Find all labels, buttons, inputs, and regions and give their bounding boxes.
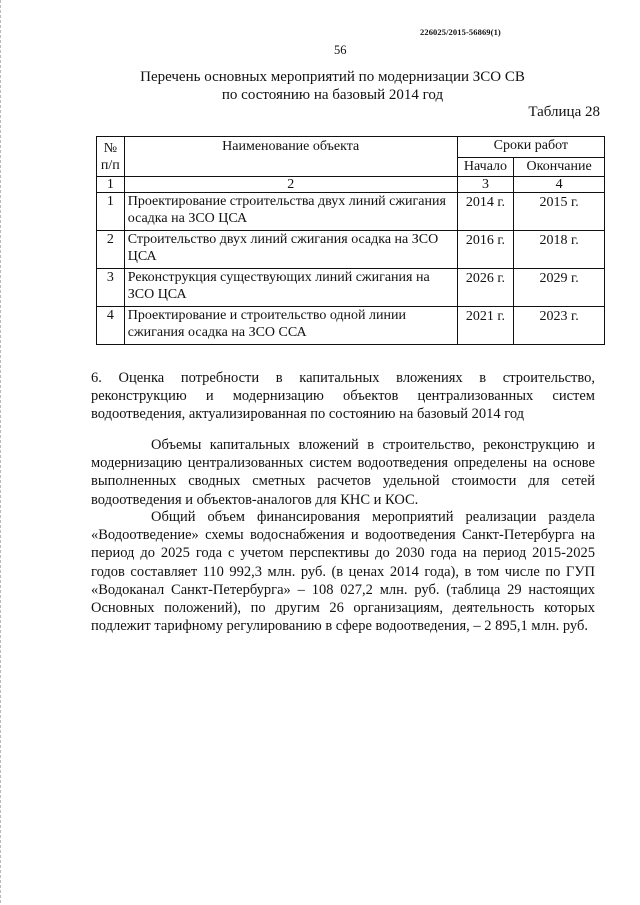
col-number-4: 4 [514, 177, 605, 193]
page-title-line-2: по состоянию на базовый 2014 год [221, 87, 444, 103]
row-name: Реконструкция существующих линий сжигания на ЗСО ЦСА [124, 269, 457, 307]
header-num: № п/п [97, 137, 125, 177]
table-row [97, 269, 605, 307]
header-period: Сроки работ [457, 137, 604, 158]
row-num: 1 [97, 193, 125, 231]
row-end: 2029 г. [514, 269, 605, 307]
row-end: 2023 г. [514, 307, 605, 345]
row-start: 2026 г. [457, 269, 514, 307]
row-end: 2018 г. [514, 231, 605, 269]
row-start: 2014 г. [457, 193, 514, 231]
row-start: 2021 г. [457, 307, 514, 345]
section-heading: 6. Оценка потребности в капитальных вложениях в строительство, реконструкцию и модернизацию объектов централизованных систем водоотведения, актуализированная по состоянию на базовый 2014 год [91, 370, 595, 423]
page-number: 56 [334, 43, 347, 57]
col-number-1: 1 [97, 177, 125, 193]
table-row [97, 307, 605, 345]
paragraph: Объемы капитальных вложений в строительство, реконструкцию и модернизацию централизованных систем водоотведения определены на основе выполненных сводных сметных расчетов удельной стоимости для сетей водоотведения и объектов-аналогов для КНС и КОС. [91, 437, 595, 508]
measures-table [96, 136, 605, 345]
header-name: Наименование объекта [124, 137, 457, 177]
row-end: 2015 г. [514, 193, 605, 231]
col-number-2: 2 [124, 177, 457, 193]
table-row [97, 231, 605, 269]
row-num: 3 [97, 269, 125, 307]
table-label: Таблица 28 [528, 104, 600, 120]
row-num: 4 [97, 307, 125, 345]
header-start: Начало [457, 158, 514, 177]
page-title-line-1: Перечень основных мероприятий по модернизации ЗСО СВ [140, 69, 525, 85]
scan-fold-line [0, 0, 1, 905]
header-end: Окончание [514, 158, 605, 177]
row-name: Проектирование строительства двух линий сжигания осадка на ЗСО ЦСА [124, 193, 457, 231]
column-number-row [97, 177, 605, 193]
paragraph: Общий объем финансирования мероприятий реализации раздела «Водоотведение» схемы водоснабжения и водоотведения Санкт-Петербурга на период до 2025 года с учетом перспективы до 2030 года на период 2015-2025 годов составляет 110 992,3 млн. руб. (в ценах 2014 года), в том числе по ГУП «Водоканал Санкт-Петербурга» – 108 027,2 млн. руб. (таблица 29 настоящих Основных положений), по другим 26 организациям, деятельность которых подлежит тарифному регулированию в сфере водоотведения, – 2 895,1 млн. руб. [91, 509, 595, 635]
row-name: Проектирование и строительство одной линии сжигания осадка на ЗСО ССА [124, 307, 457, 345]
table-row [97, 193, 605, 231]
document-number: 226025/2015-56869(1) [420, 27, 501, 37]
col-number-3: 3 [457, 177, 514, 193]
row-num: 2 [97, 231, 125, 269]
row-name: Строительство двух линий сжигания осадка на ЗСО ЦСА [124, 231, 457, 269]
row-start: 2016 г. [457, 231, 514, 269]
